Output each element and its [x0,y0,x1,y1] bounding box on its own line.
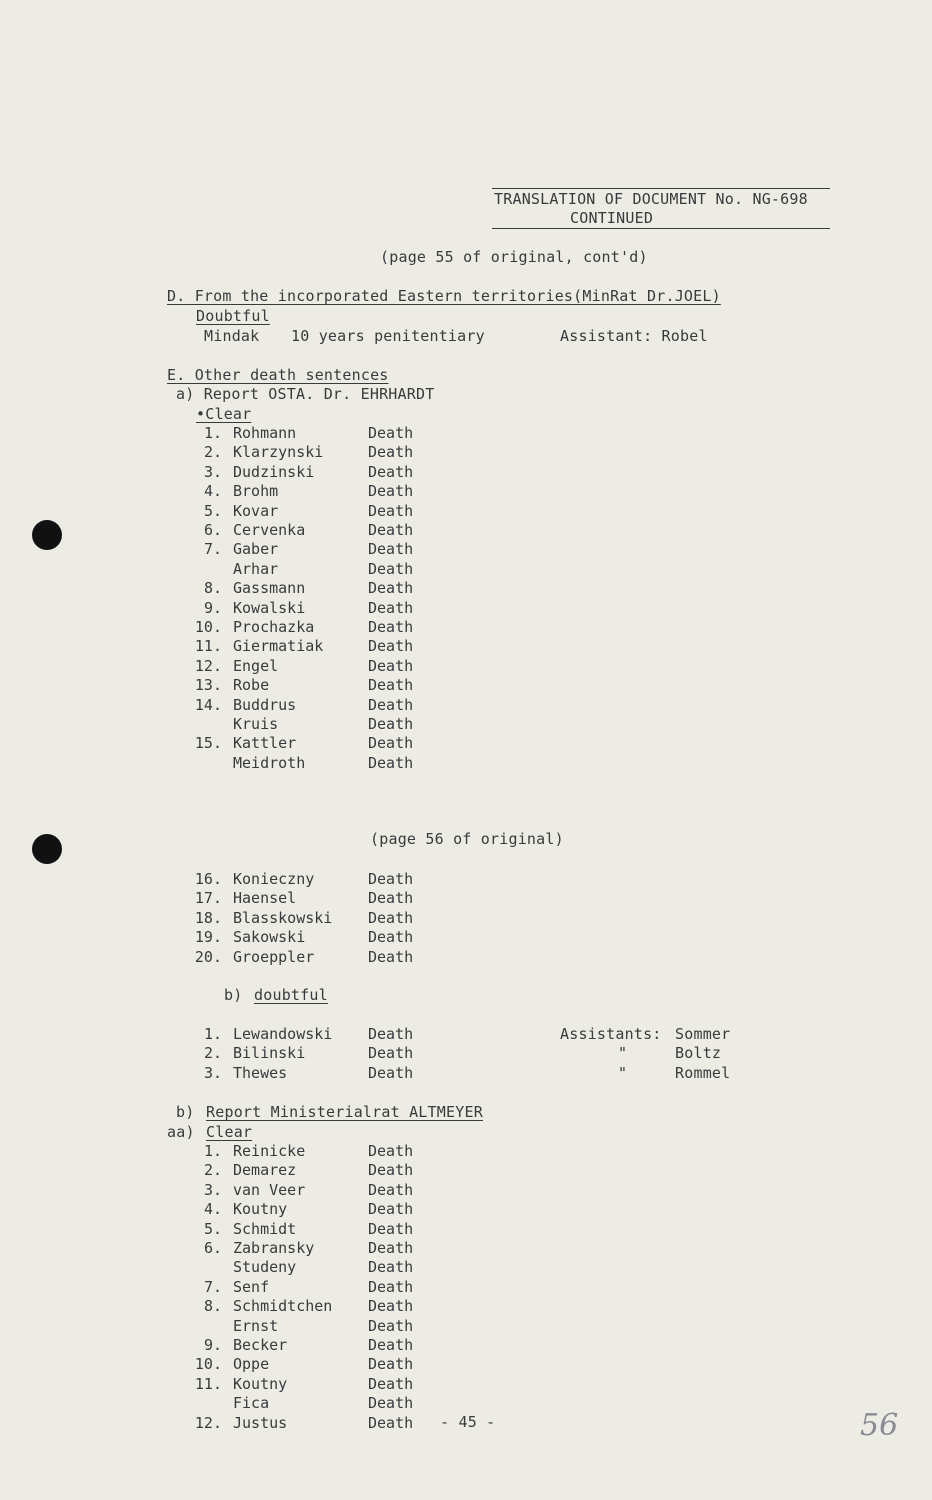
entry-number: 7. [203,1277,222,1296]
entry-name: Fica [233,1394,270,1413]
entry-verdict: Death [368,521,414,539]
entry-verdict: Death [368,637,414,656]
entry-number: 2. [203,1044,222,1063]
entry-number: 11. [194,1374,222,1393]
entry-number: 7. [203,540,222,559]
entry-name: Gassmann [233,579,306,598]
entry-name: Becker [233,1336,288,1354]
entry-verdict: Death [368,559,414,578]
entry-name: Justus [233,1413,288,1432]
entry-verdict: Death [368,695,414,714]
entry-verdict: Death [368,715,414,733]
entry-assistant: Boltz [675,1044,722,1063]
entry-verdict: Death [368,1044,414,1063]
entry-assistant-label: " [618,1044,628,1063]
entry-verdict: Death [368,1219,414,1238]
entry-number: 14. [194,695,222,714]
entry-number: 12. [194,1413,222,1432]
entry-verdict: Death [368,1161,414,1180]
punch-hole-bottom [32,834,62,864]
entry-number: 1. [203,1025,222,1043]
entry-name: Brohm [233,482,279,501]
entry-name: Oppe [233,1355,270,1374]
section-e-title: E. Other death sentences [167,366,389,384]
page-number: - 45 - [440,1413,496,1431]
entry-number: 16. [194,870,222,888]
entry-verdict: Death [368,1142,414,1160]
header-rule-top [492,188,830,189]
entry-number: 5. [203,501,222,520]
entry-name: Koutny [233,1200,288,1219]
report-b-prefix: b) [176,1103,204,1121]
aa-clear-label: Clear [206,1123,253,1141]
entry-number: 18. [194,908,222,927]
entry-name: Koutny [233,1374,288,1393]
entry-name: Demarez [233,1161,297,1180]
section-d-title: D. From the incorporated Eastern territories(MinRat Dr.JOEL) [167,287,721,305]
entry-number: 17. [194,889,222,908]
entry-number: 8. [203,579,222,598]
entry-name: Kattler [233,734,297,753]
entry-verdict: Death [368,1316,414,1335]
entry-number: 6. [203,521,222,539]
entry-number: 1. [203,1142,222,1160]
punch-hole-top [32,520,62,550]
entry-number: 4. [203,1200,222,1219]
document-title: TRANSLATION OF DOCUMENT No. NG-698 [494,190,808,208]
entry-assistant-label: " [618,1063,628,1082]
entry-verdict: Death [368,1297,414,1316]
entry-verdict: Death [368,1374,414,1393]
entry-name: Buddrus [233,695,297,714]
entry-name: Meidroth [233,753,306,772]
entry-number: 20. [194,947,222,966]
entry-number: 1. [203,424,222,442]
entry-name: Sakowski [233,928,306,947]
doubtful-label: doubtful [254,986,328,1004]
entry-assistant: Rommel [675,1063,731,1082]
section-d-entry-name: Mindak [204,327,260,345]
entry-name: Bilinski [233,1044,306,1063]
entry-number: 6. [203,1239,222,1257]
entry-verdict: Death [368,1277,414,1296]
entry-verdict: Death [368,870,414,888]
entry-number: 8. [203,1297,222,1316]
entry-name: Kruis [233,715,279,733]
entry-number: 11. [194,637,222,656]
entry-name: Rohmann [233,424,297,442]
entry-number: 4. [203,482,222,501]
entry-name: Senf [233,1277,270,1296]
entry-verdict: Death [368,1239,414,1257]
entry-number: 3. [203,1063,222,1082]
entry-name: Studeny [233,1258,297,1277]
document-subtitle: CONTINUED [570,209,654,227]
entry-verdict: Death [368,618,414,636]
entry-name: Dudzinski [233,462,315,481]
entry-name: Engel [233,656,279,675]
entry-verdict: Death [368,1258,414,1277]
entry-verdict: Death [368,1336,414,1354]
entry-verdict: Death [368,908,414,927]
entry-verdict: Death [368,1355,414,1374]
entry-name: Cervenka [233,521,306,539]
entry-verdict: Death [368,424,414,442]
entry-name: Blasskowski [233,908,333,927]
entry-number: 12. [194,656,222,675]
entry-number: 3. [203,462,222,481]
entry-verdict: Death [368,1394,414,1413]
entry-verdict: Death [368,1180,414,1199]
entry-name: Schmidtchen [233,1297,333,1316]
entry-name: Klarzynski [233,443,324,462]
entry-verdict: Death [368,1063,414,1082]
entry-verdict: Death [368,734,414,753]
section-d-entry-sentence: 10 years penitentiary [291,327,485,345]
entry-name: Reinicke [233,1142,306,1160]
entry-verdict: Death [368,482,414,501]
entry-verdict: Death [368,501,414,520]
entry-verdict: Death [368,598,414,617]
entry-name: Thewes [233,1063,288,1082]
entry-assistant-label: Assistants: [560,1025,662,1043]
header-rule-bottom [492,228,830,229]
entry-number: 9. [203,598,222,617]
entry-verdict: Death [368,1413,414,1432]
page-reference-55: (page 55 of original, cont'd) [380,248,648,266]
entry-verdict: Death [368,928,414,947]
clear-label: •Clear [196,405,252,423]
entry-verdict: Death [368,889,414,908]
entry-number: 2. [203,1161,222,1180]
entry-number: 10. [194,1355,222,1374]
entry-name: Giermatiak [233,637,324,656]
entry-number: 5. [203,1219,222,1238]
entry-name: Ernst [233,1316,279,1335]
entry-name: Lewandowski [233,1025,333,1043]
entry-name: Gaber [233,540,279,559]
entry-name: Zabransky [233,1239,315,1257]
entry-name: Kowalski [233,598,306,617]
entry-name: Prochazka [233,618,315,636]
entry-number: 9. [203,1336,222,1354]
entry-name: Arhar [233,559,279,578]
entry-number: 13. [194,676,222,695]
entry-verdict: Death [368,947,414,966]
entry-verdict: Death [368,1200,414,1219]
report-a-title: a) Report OSTA. Dr. EHRHARDT [176,385,435,403]
entry-verdict: Death [368,443,414,462]
entry-name: Robe [233,676,270,695]
entry-number: 19. [194,928,222,947]
entry-name: Groeppler [233,947,315,966]
section-d-entry-assistant: Assistant: Robel [560,327,708,345]
handwritten-page-number: 56 [860,1408,899,1443]
entry-number: 10. [194,618,222,636]
entry-number: 2. [203,443,222,462]
section-d-doubtful: Doubtful [196,307,270,325]
entry-name: van Veer [233,1180,306,1199]
entry-number: 15. [194,734,222,753]
entry-verdict: Death [368,676,414,695]
entry-assistant: Sommer [675,1025,731,1043]
entry-name: Kovar [233,501,279,520]
aa-prefix: aa) [167,1123,204,1141]
report-b-title: Report Ministerialrat ALTMEYER [206,1103,483,1121]
page-reference-56: (page 56 of original) [370,830,564,848]
entry-number: 3. [203,1180,222,1199]
entry-verdict: Death [368,579,414,598]
entry-verdict: Death [368,656,414,675]
entry-name: Schmidt [233,1219,297,1238]
entry-verdict: Death [368,1025,414,1043]
entry-verdict: Death [368,540,414,559]
doubtful-prefix: b) [224,986,252,1004]
entry-name: Haensel [233,889,297,908]
entry-name: Konieczny [233,870,315,888]
entry-verdict: Death [368,462,414,481]
entry-verdict: Death [368,753,414,772]
